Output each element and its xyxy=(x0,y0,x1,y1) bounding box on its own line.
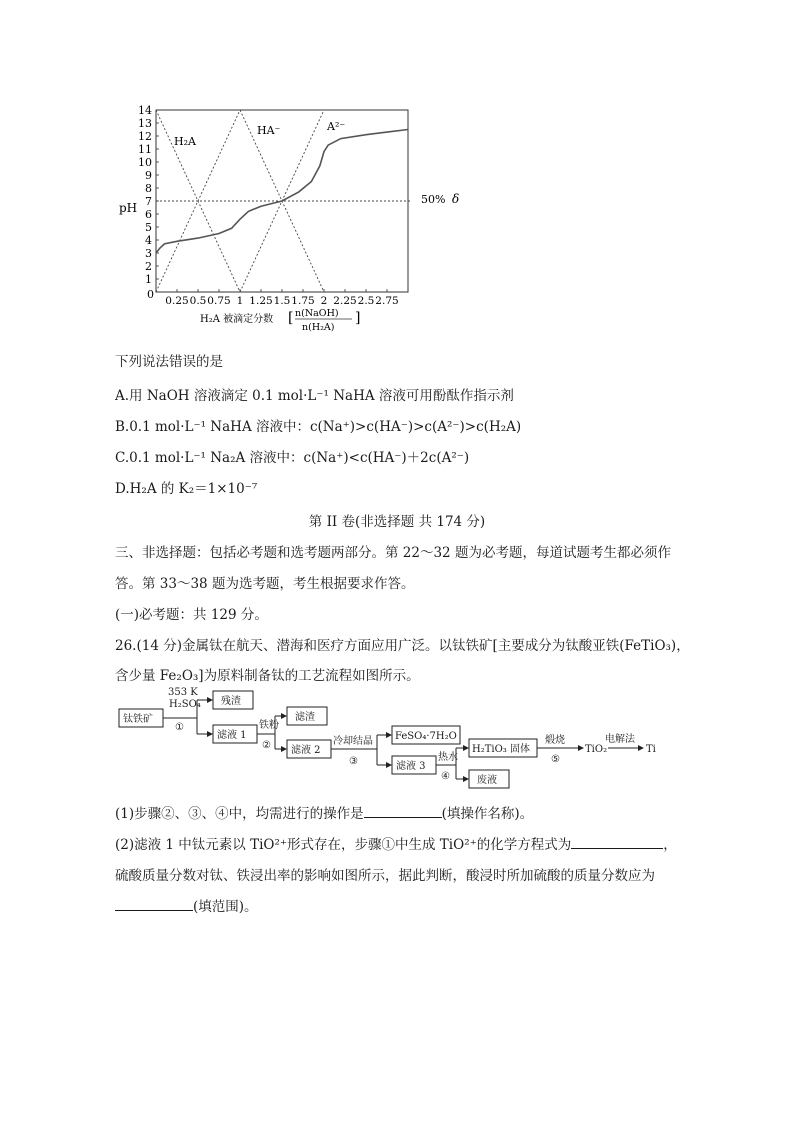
subq-1-text: (1)步骤②、③、④中，均需进行的操作是 xyxy=(115,806,364,822)
section-intro-2: 答。第 33～38 题为选考题，考生根据要求作答。 xyxy=(115,576,415,592)
subq-1-tail: (填操作名称)。 xyxy=(441,806,534,822)
section-intro-1: 三、非选择题：包括必考题和选考题两部分。第 22～32 题为必考题，每道试题考生都必须作 xyxy=(115,545,671,561)
x-tick-label: 0.5 xyxy=(189,295,207,307)
label-step-4: ④ xyxy=(441,771,450,782)
y-tick-label: 4 xyxy=(145,234,152,247)
x-tick-label: 1.75 xyxy=(291,295,315,307)
x-tick-label: 0.25 xyxy=(165,295,189,307)
process-flow-diagram xyxy=(115,688,675,793)
right-label-delta: δ xyxy=(452,192,460,206)
label-step-3: ③ xyxy=(349,756,358,767)
x-axis-denominator: n(H₂A) xyxy=(302,322,335,333)
x-tick-label: 1 xyxy=(236,295,244,307)
y-tick-label: 2 xyxy=(145,260,152,273)
answer-blank-3[interactable] xyxy=(115,898,193,911)
label-filter-residue: 滤渣 xyxy=(295,712,315,723)
x-axis-numerator: n(NaOH) xyxy=(295,308,339,319)
label-waste: 废液 xyxy=(477,775,497,786)
x-tick-label: 1.5 xyxy=(273,295,291,307)
q26-line-1: 26.(14 分)金属钛在航天、潜海和医疗方面应用广泛。以钛铁矿[主要成分为钛酸亚铁(FeTiO₃)， xyxy=(115,638,690,654)
origin-label: 0 xyxy=(147,288,154,301)
x-tick-label: 2.5 xyxy=(357,295,375,307)
option-c: C.0.1 mol·L⁻¹ Na₂A 溶液中：c(Na⁺)<c(HA⁻)＋2c(A²⁻) xyxy=(115,450,470,466)
y-tick-label: 12 xyxy=(138,130,152,143)
required-part: (一)必考题：共 129 分。 xyxy=(115,607,268,623)
x-tick-label: 2.75 xyxy=(375,295,399,307)
subq-2-line-2: 硫酸质量分数对钛、铁浸出率的影响如图所示，据此判断，酸浸时所加硫酸的质量分数应为 xyxy=(115,868,655,884)
right-label-50: 50% xyxy=(421,193,446,206)
label-ti: Ti xyxy=(646,744,656,755)
x-axis-bracket-left: [ xyxy=(288,310,294,326)
y-tick-label: 9 xyxy=(145,169,152,182)
y-axis-label: pH xyxy=(119,201,138,215)
subq-2-line-3 xyxy=(115,895,258,915)
y-tick-label: 3 xyxy=(145,247,152,260)
x-axis-bracket-right: ] xyxy=(355,310,361,326)
y-tick-label: 8 xyxy=(145,182,152,195)
y-tick-label: 13 xyxy=(138,117,152,130)
label-iron-powder: 铁粉 xyxy=(259,720,279,731)
label-calcine: 煅烧 xyxy=(545,735,565,746)
label-filtrate-1: 滤液 1 xyxy=(217,730,247,741)
y-tick-label: 5 xyxy=(145,221,152,234)
option-a: A.用 NaOH 溶液滴定 0.1 mol·L⁻¹ NaHA 溶液可用酚酞作指示剂 xyxy=(115,388,514,404)
label-tio2: TiO₂ xyxy=(585,744,608,755)
x-tick-label: 0.75 xyxy=(207,295,231,307)
answer-blank-2[interactable] xyxy=(571,836,663,849)
label-crystallize: 冷却结晶 xyxy=(333,736,373,747)
y-tick-label: 7 xyxy=(145,195,152,208)
species-label-ha: HA⁻ xyxy=(257,124,281,137)
subq-2-line-1 xyxy=(115,833,677,853)
label-temp: 353 K xyxy=(168,687,198,698)
question-prompt: 下列说法错误的是 xyxy=(115,354,223,370)
label-filtrate-3: 滤液 3 xyxy=(396,761,426,772)
subq-2-text: (2)滤液 1 中钛元素以 TiO²⁺形式存在，步骤①中生成 TiO²⁺的化学方程式为 xyxy=(115,837,572,853)
x-tick-label: 2.25 xyxy=(333,295,357,307)
label-step-5: ⑤ xyxy=(551,754,560,765)
subq-2-tail: (填范围)。 xyxy=(193,899,258,915)
subq-1 xyxy=(115,802,533,822)
subq-2-comma: ， xyxy=(663,837,677,853)
y-tick-label: 10 xyxy=(138,156,152,169)
q26-line-2: 含少量 Fe₂O₃]为原料制备钛的工艺流程如图所示。 xyxy=(115,668,420,684)
option-d: D.H₂A 的 K₂＝1×10⁻⁷ xyxy=(115,481,258,497)
label-acid: H₂SO₄ xyxy=(169,699,201,710)
label-ilmenite: 钛铁矿 xyxy=(123,714,153,725)
y-tick-label: 6 xyxy=(145,208,152,221)
label-feso4: FeSO₄·7H₂O xyxy=(395,731,457,742)
y-tick-label: 1 xyxy=(145,273,152,286)
label-electrolysis: 电解法 xyxy=(605,734,635,745)
label-step-2: ② xyxy=(262,740,271,751)
y-tick-label: 11 xyxy=(138,143,152,156)
option-b: B.0.1 mol·L⁻¹ NaHA 溶液中：c(Na⁺)>c(HA⁻)>c(A²⁻)>c(H₂A) xyxy=(115,419,522,435)
label-h2tio3: H₂TiO₃ 固体 xyxy=(472,744,530,755)
x-tick-label: 2 xyxy=(320,295,328,307)
label-hot-water: 热水 xyxy=(438,752,458,763)
y-tick-label: 14 xyxy=(138,104,152,117)
species-label-a: A²⁻ xyxy=(327,120,346,133)
label-filtrate-2: 滤液 2 xyxy=(291,745,321,756)
section-title: 第 II 卷(非选择题 共 174 分) xyxy=(308,514,486,530)
label-residue: 残渣 xyxy=(221,696,241,707)
titration-chart xyxy=(112,100,460,340)
answer-blank-1[interactable] xyxy=(364,805,442,818)
species-label-h2a: H₂A xyxy=(174,135,196,148)
x-tick-label: 1.25 xyxy=(249,295,273,307)
x-axis-label: H₂A 被滴定分数 xyxy=(200,314,274,325)
label-step-1: ① xyxy=(175,722,184,733)
